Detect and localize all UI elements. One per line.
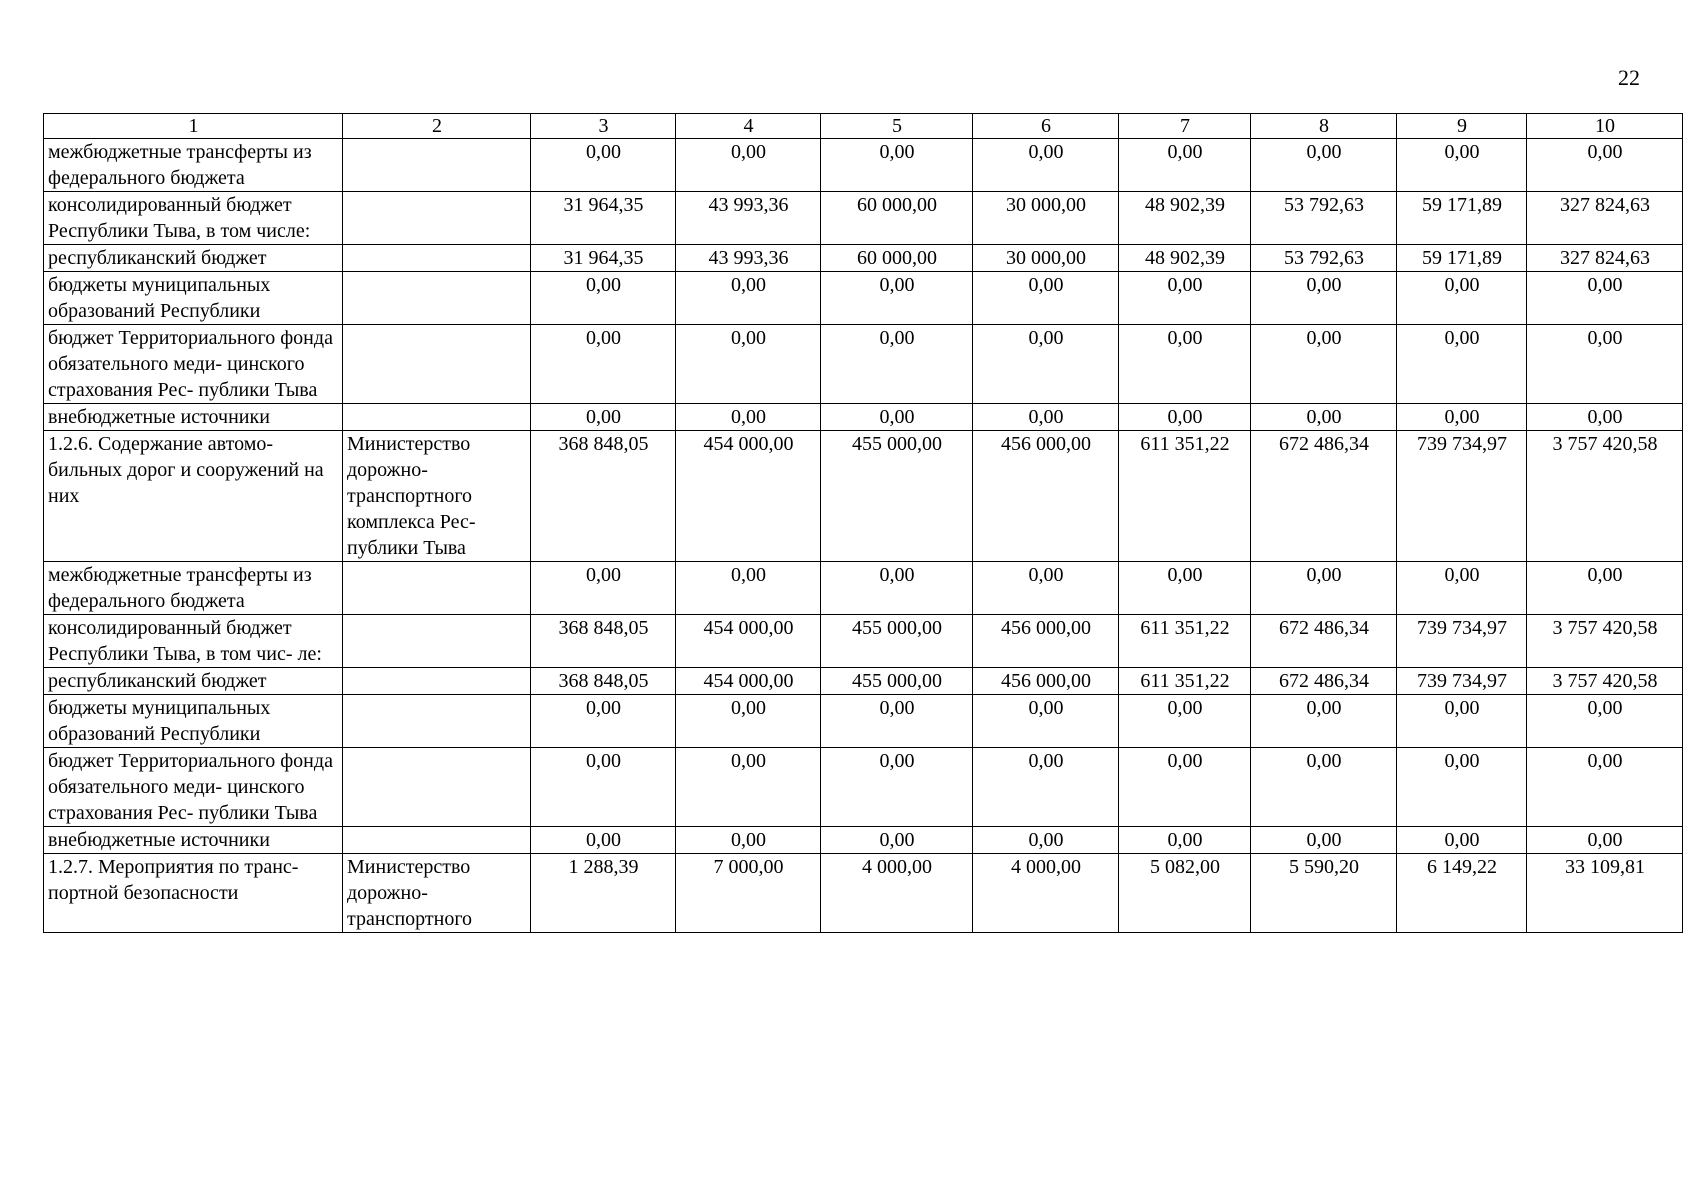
row-value-cell: 0,00 — [1397, 325, 1527, 404]
row-value-cell: 48 902,39 — [1119, 245, 1251, 272]
row-value-cell: 0,00 — [821, 325, 973, 404]
row-value-cell: 0,00 — [1251, 272, 1397, 325]
table-row — [44, 668, 1683, 695]
row-value-cell: 0,00 — [973, 325, 1119, 404]
row-value-cell: 0,00 — [676, 695, 821, 748]
row-value-cell: 0,00 — [821, 695, 973, 748]
row-value-cell: 611 351,22 — [1119, 431, 1251, 562]
header-cell: 2 — [343, 114, 531, 139]
header-row — [44, 114, 1683, 139]
row-value-cell: 0,00 — [1119, 695, 1251, 748]
row-name-cell: республиканский бюджет — [44, 668, 343, 695]
row-value-cell: 0,00 — [1527, 695, 1683, 748]
row-value-cell: 0,00 — [1397, 139, 1527, 192]
row-name-cell: 1.2.7. Мероприятия по транс- портной безопасности — [44, 854, 343, 933]
row-value-cell: 0,00 — [676, 272, 821, 325]
header-cell: 8 — [1251, 114, 1397, 139]
table-body — [44, 139, 1683, 933]
row-name-cell: внебюджетные источники — [44, 827, 343, 854]
row-executor-cell — [343, 695, 531, 748]
row-value-cell: 0,00 — [531, 325, 676, 404]
row-executor-cell — [343, 562, 531, 615]
row-value-cell: 0,00 — [676, 404, 821, 431]
row-value-cell: 739 734,97 — [1397, 431, 1527, 562]
row-value-cell: 0,00 — [1119, 748, 1251, 827]
header-cell: 7 — [1119, 114, 1251, 139]
row-value-cell: 59 171,89 — [1397, 245, 1527, 272]
row-name-cell: консолидированный бюджет Республики Тыва, в том числе: — [44, 192, 343, 245]
table-row — [44, 431, 1683, 562]
row-value-cell: 30 000,00 — [973, 245, 1119, 272]
table-row — [44, 562, 1683, 615]
row-value-cell: 739 734,97 — [1397, 615, 1527, 668]
row-value-cell: 0,00 — [1251, 827, 1397, 854]
table-row — [44, 272, 1683, 325]
header-cell: 5 — [821, 114, 973, 139]
row-value-cell: 0,00 — [1527, 404, 1683, 431]
row-value-cell: 0,00 — [531, 748, 676, 827]
table-row — [44, 192, 1683, 245]
table-row — [44, 615, 1683, 668]
row-value-cell: 0,00 — [676, 325, 821, 404]
row-value-cell: 0,00 — [973, 695, 1119, 748]
row-executor-cell — [343, 272, 531, 325]
row-value-cell: 0,00 — [676, 562, 821, 615]
row-value-cell: 3 757 420,58 — [1527, 615, 1683, 668]
row-value-cell: 7 000,00 — [676, 854, 821, 933]
row-value-cell: 0,00 — [973, 404, 1119, 431]
row-value-cell: 53 792,63 — [1251, 192, 1397, 245]
row-value-cell: 31 964,35 — [531, 245, 676, 272]
row-name-cell: бюджеты муниципальных образований Республики — [44, 695, 343, 748]
row-executor-cell: Министерство дорожно- транспортного — [343, 854, 531, 933]
row-value-cell: 5 082,00 — [1119, 854, 1251, 933]
row-value-cell: 0,00 — [1251, 695, 1397, 748]
row-value-cell: 0,00 — [531, 562, 676, 615]
row-value-cell: 0,00 — [1251, 404, 1397, 431]
row-name-cell: 1.2.6. Содержание автомо- бильных дорог и сооружений на них — [44, 431, 343, 562]
row-name-cell: бюджет Территориального фонда обязательного меди- цинского страхования Рес- публики Тыва — [44, 325, 343, 404]
row-value-cell: 0,00 — [1397, 695, 1527, 748]
row-value-cell: 43 993,36 — [676, 245, 821, 272]
row-value-cell: 672 486,34 — [1251, 615, 1397, 668]
row-value-cell: 739 734,97 — [1397, 668, 1527, 695]
header-cell: 4 — [676, 114, 821, 139]
row-value-cell: 368 848,05 — [531, 668, 676, 695]
row-value-cell: 0,00 — [1119, 562, 1251, 615]
row-name-cell: межбюджетные трансферты из федерального бюджета — [44, 562, 343, 615]
row-executor-cell: Министерство дорожно- транспортного комплекса Рес- публики Тыва — [343, 431, 531, 562]
budget-table — [43, 113, 1683, 933]
row-value-cell: 456 000,00 — [973, 615, 1119, 668]
row-value-cell: 455 000,00 — [821, 431, 973, 562]
row-value-cell: 53 792,63 — [1251, 245, 1397, 272]
row-value-cell: 5 590,20 — [1251, 854, 1397, 933]
row-value-cell: 456 000,00 — [973, 431, 1119, 562]
header-cell: 3 — [531, 114, 676, 139]
row-executor-cell — [343, 192, 531, 245]
row-value-cell: 3 757 420,58 — [1527, 431, 1683, 562]
row-value-cell: 0,00 — [531, 272, 676, 325]
row-name-cell: межбюджетные трансферты из федерального бюджета — [44, 139, 343, 192]
row-value-cell: 0,00 — [821, 139, 973, 192]
table-row — [44, 854, 1683, 933]
row-value-cell: 327 824,63 — [1527, 245, 1683, 272]
row-value-cell: 0,00 — [821, 404, 973, 431]
table-row — [44, 325, 1683, 404]
row-value-cell: 0,00 — [973, 748, 1119, 827]
row-value-cell: 0,00 — [1119, 272, 1251, 325]
header-cell: 9 — [1397, 114, 1527, 139]
row-value-cell: 611 351,22 — [1119, 668, 1251, 695]
row-value-cell: 48 902,39 — [1119, 192, 1251, 245]
row-value-cell: 0,00 — [1119, 404, 1251, 431]
row-value-cell: 4 000,00 — [821, 854, 973, 933]
row-value-cell: 0,00 — [973, 272, 1119, 325]
row-value-cell: 0,00 — [1251, 139, 1397, 192]
row-value-cell: 0,00 — [1527, 827, 1683, 854]
row-executor-cell — [343, 325, 531, 404]
row-value-cell: 31 964,35 — [531, 192, 676, 245]
row-executor-cell — [343, 748, 531, 827]
row-executor-cell — [343, 615, 531, 668]
row-value-cell: 0,00 — [1397, 404, 1527, 431]
row-value-cell: 368 848,05 — [531, 431, 676, 562]
row-executor-cell — [343, 668, 531, 695]
row-value-cell: 0,00 — [531, 139, 676, 192]
row-value-cell: 0,00 — [1527, 325, 1683, 404]
row-value-cell: 368 848,05 — [531, 615, 676, 668]
row-value-cell: 327 824,63 — [1527, 192, 1683, 245]
row-value-cell: 456 000,00 — [973, 668, 1119, 695]
table-row — [44, 245, 1683, 272]
table-header — [44, 114, 1683, 139]
row-value-cell: 455 000,00 — [821, 668, 973, 695]
row-value-cell: 0,00 — [821, 748, 973, 827]
row-value-cell: 1 288,39 — [531, 854, 676, 933]
table-row — [44, 748, 1683, 827]
row-value-cell: 0,00 — [1119, 139, 1251, 192]
row-value-cell: 0,00 — [1251, 325, 1397, 404]
row-value-cell: 0,00 — [1397, 272, 1527, 325]
row-value-cell: 0,00 — [821, 272, 973, 325]
page-number: 22 — [1618, 65, 1640, 90]
row-value-cell: 3 757 420,58 — [1527, 668, 1683, 695]
row-name-cell: бюджеты муниципальных образований Республики — [44, 272, 343, 325]
row-value-cell: 59 171,89 — [1397, 192, 1527, 245]
row-value-cell: 454 000,00 — [676, 431, 821, 562]
row-value-cell: 0,00 — [1527, 562, 1683, 615]
row-value-cell: 0,00 — [531, 404, 676, 431]
row-executor-cell — [343, 245, 531, 272]
row-name-cell: внебюджетные источники — [44, 404, 343, 431]
row-value-cell: 0,00 — [531, 827, 676, 854]
row-value-cell: 0,00 — [1251, 748, 1397, 827]
header-cell: 10 — [1527, 114, 1683, 139]
row-value-cell: 0,00 — [1527, 139, 1683, 192]
table-row — [44, 404, 1683, 431]
table-row — [44, 827, 1683, 854]
row-name-cell: бюджет Территориального фонда обязательного меди- цинского страхования Рес- публики Тыва — [44, 748, 343, 827]
row-value-cell: 454 000,00 — [676, 615, 821, 668]
table-row — [44, 139, 1683, 192]
row-executor-cell — [343, 827, 531, 854]
row-value-cell: 0,00 — [1397, 562, 1527, 615]
row-executor-cell — [343, 139, 531, 192]
row-value-cell: 672 486,34 — [1251, 431, 1397, 562]
row-value-cell: 0,00 — [531, 695, 676, 748]
row-value-cell: 0,00 — [821, 562, 973, 615]
row-value-cell: 455 000,00 — [821, 615, 973, 668]
row-value-cell: 0,00 — [1251, 562, 1397, 615]
row-value-cell: 60 000,00 — [821, 245, 973, 272]
row-executor-cell — [343, 404, 531, 431]
row-value-cell: 33 109,81 — [1527, 854, 1683, 933]
row-value-cell: 6 149,22 — [1397, 854, 1527, 933]
row-name-cell: консолидированный бюджет Республики Тыва, в том чис- ле: — [44, 615, 343, 668]
row-value-cell: 0,00 — [676, 139, 821, 192]
row-value-cell: 43 993,36 — [676, 192, 821, 245]
row-value-cell: 30 000,00 — [973, 192, 1119, 245]
row-value-cell: 0,00 — [973, 827, 1119, 854]
row-value-cell: 0,00 — [973, 139, 1119, 192]
header-cell: 1 — [44, 114, 343, 139]
row-value-cell: 0,00 — [1527, 272, 1683, 325]
row-value-cell: 0,00 — [1119, 827, 1251, 854]
row-value-cell: 0,00 — [973, 562, 1119, 615]
row-value-cell: 60 000,00 — [821, 192, 973, 245]
header-cell: 6 — [973, 114, 1119, 139]
row-name-cell: республиканский бюджет — [44, 245, 343, 272]
row-value-cell: 0,00 — [821, 827, 973, 854]
row-value-cell: 0,00 — [676, 827, 821, 854]
row-value-cell: 454 000,00 — [676, 668, 821, 695]
row-value-cell: 0,00 — [1397, 827, 1527, 854]
row-value-cell: 611 351,22 — [1119, 615, 1251, 668]
row-value-cell: 0,00 — [676, 748, 821, 827]
row-value-cell: 4 000,00 — [973, 854, 1119, 933]
row-value-cell: 0,00 — [1397, 748, 1527, 827]
table-row — [44, 695, 1683, 748]
row-value-cell: 0,00 — [1527, 748, 1683, 827]
row-value-cell: 0,00 — [1119, 325, 1251, 404]
row-value-cell: 672 486,34 — [1251, 668, 1397, 695]
